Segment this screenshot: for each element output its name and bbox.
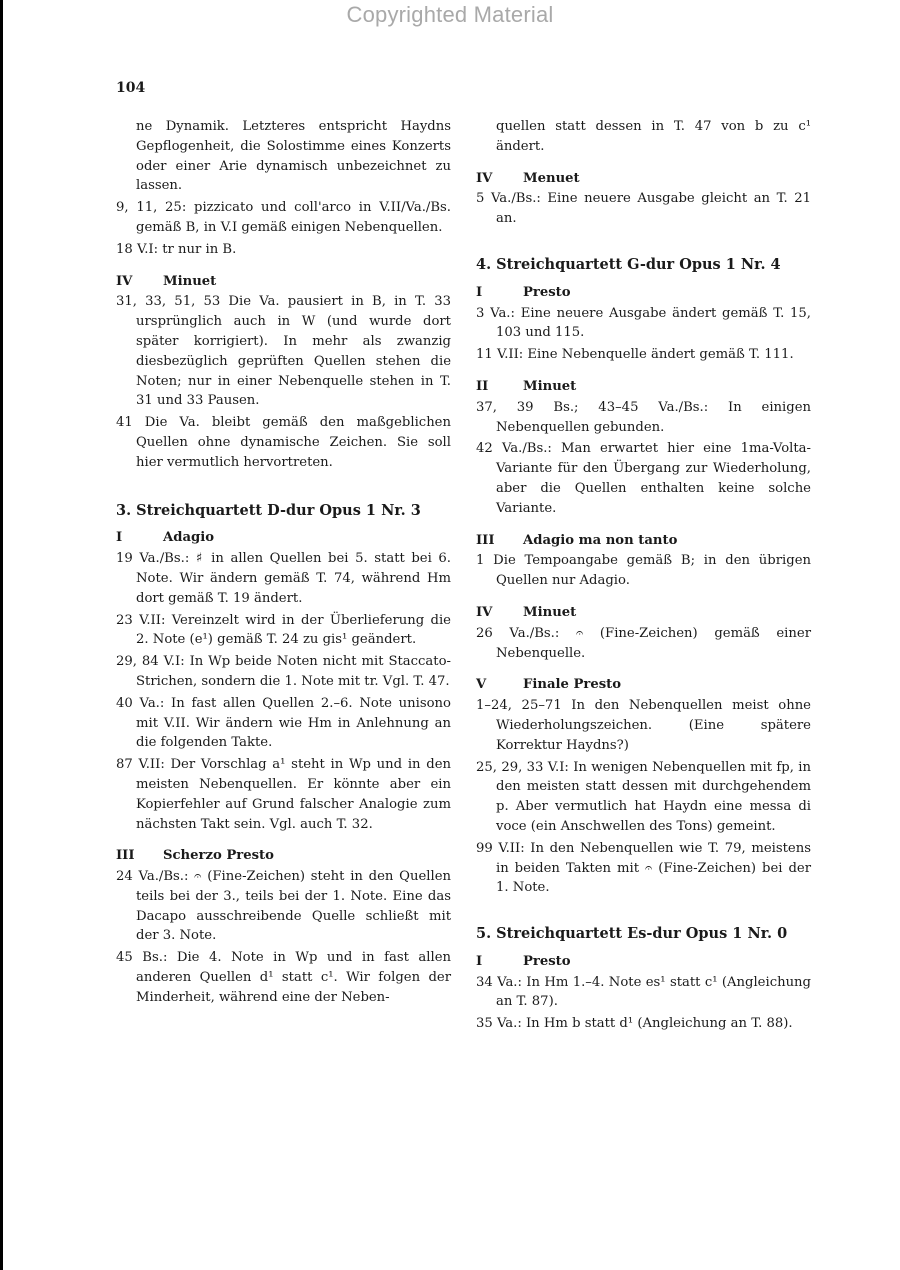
movement-heading — [116, 846, 451, 866]
section-title: 4. Streichquartett G-dur Opus 1 Nr. 4 — [476, 255, 781, 273]
movement-number: I — [476, 284, 483, 300]
note-entry: 26 Va./Bs.: 𝄐 (Fine-Zeichen) gemäß einer Nebenquelle. — [476, 625, 811, 661]
note-entry: 1–24, 25–71 In den Nebenquellen meist ohne Wiederholungszeichen. (Eine spätere Korrektur Haydns?) — [476, 698, 811, 753]
movement-title: Finale Presto — [523, 677, 622, 693]
movement-title: Menuet — [523, 170, 580, 186]
movement-title: Minuet — [163, 273, 217, 289]
movement-heading — [476, 952, 811, 972]
note-entry: 29, 84 V.I: In Wp beide Noten nicht mit Staccato-Strichen, sondern die 1. Note mit tr. Vgl. T. 47. — [116, 654, 451, 689]
movement-heading — [116, 272, 451, 292]
movement-number: V — [476, 677, 487, 693]
movement-number: I — [116, 530, 123, 546]
movement-heading — [476, 169, 811, 189]
movement-heading — [476, 377, 811, 397]
page-edge-rule — [0, 0, 3, 1270]
continuation-text: quellen statt dessen in T. 47 von b zu c¹ ändert. — [496, 119, 811, 154]
note-entry: 45 Bs.: Die 4. Note in Wp und in fast allen anderen Quellen d¹ statt c¹. Wir folgen der Minderheit, während eine der Neben- — [116, 950, 451, 1005]
right-column — [476, 117, 811, 1036]
note-entry: 35 Va.: In Hm b statt d¹ (Angleichung an T. 88). — [476, 1016, 793, 1032]
movement-number: IV — [116, 273, 133, 289]
continuation-text: ne Dynamik. Letzteres entspricht Haydns Gepflogenheit, die Solostimme eines Konzerts oder einer Arie dynamisch unbezeichnet zu lassen. — [136, 119, 451, 194]
movement-heading — [476, 283, 811, 303]
section-title: 5. Streichquartett Es-dur Opus 1 Nr. 0 — [476, 925, 788, 943]
note-entry: 5 Va./Bs.: Eine neuere Ausgabe gleicht an T. 21 an. — [476, 191, 811, 227]
movement-number: II — [476, 378, 489, 394]
left-column — [116, 117, 451, 1010]
note-entry: 37, 39 Bs.; 43–45 Va./Bs.: In einigen Nebenquellen gebunden. — [476, 399, 811, 435]
movement-heading — [476, 531, 811, 551]
movement-number: III — [116, 848, 135, 864]
movement-number: IV — [476, 170, 493, 186]
note-entry: 19 Va./Bs.: ♯ in allen Quellen bei 5. statt bei 6. Note. Wir ändern gemäß T. 74, während Hm dort gemäß T. 19 ändert. — [116, 551, 451, 606]
movement-title: Presto — [523, 953, 571, 969]
note-entry: 25, 29, 33 V.I: In wenigen Nebenquellen mit fp, in den meisten statt dessen mit durchgehendem p. Aber vermutlich hat Haydn eine messa di voce (ein Anschwellen des Tons) gemeint. — [476, 759, 811, 834]
section-title: 3. Streichquartett D-dur Opus 1 Nr. 3 — [116, 501, 421, 519]
note-entry: 31, 33, 51, 53 Die Va. pausiert in B, in T. 33 ursprünglich auch in W (und wurde dort später korrigiert). In mehr als zwanzig diesbezüglich geprüften Quellen stehen die Noten; nur in einer Nebenquelle stehen in T. 31 und 33 Pausen. — [116, 294, 451, 409]
note-entry: 23 V.II: Vereinzelt wird in der Überlieferung die 2. Note (e¹) gemäß T. 24 zu gis¹ geändert. — [116, 612, 451, 648]
movement-number: IV — [476, 604, 493, 620]
note-entry: 99 V.II: In den Nebenquellen wie T. 79, meistens in beiden Takten mit 𝄐 (Fine-Zeichen) bei der 1. Note. — [476, 840, 811, 896]
movement-title: Adagio ma non tanto — [523, 532, 678, 548]
movement-title: Adagio — [163, 530, 215, 546]
note-entry: 87 V.II: Der Vorschlag a¹ steht in Wp und in den meisten Nebenquellen. Er könnte aber ein Kopierfehler auf Grund falscher Analogie zum nächsten Takt sein. Vgl. auch T. 32. — [116, 757, 451, 832]
movement-heading — [476, 675, 811, 695]
watermark: Copyrighted Material — [346, 2, 554, 27]
movement-title: Scherzo Presto — [163, 848, 274, 864]
note-entry: 11 V.II: Eine Nebenquelle ändert gemäß T. 111. — [476, 347, 794, 363]
movement-title: Minuet — [523, 378, 577, 394]
note-entry: 34 Va.: In Hm 1.–4. Note es¹ statt c¹ (Angleichung an T. 87). — [476, 974, 811, 1010]
note-entry: 24 Va./Bs.: 𝄐 (Fine-Zeichen) steht in den Quellen teils bei der 3., teils bei der 1. Note. Eine das Dacapo ausschreibende Quelle schließt mit der 3. Note. — [116, 869, 451, 944]
movement-number: III — [476, 532, 495, 548]
note-entry: 18 V.I: tr nur in B. — [116, 241, 237, 257]
movement-heading — [116, 528, 451, 548]
movement-title: Minuet — [523, 604, 577, 620]
note-entry: 40 Va.: In fast allen Quellen 2.–6. Note unisono mit V.II. Wir ändern wie Hm in Anlehnung an die folgenden Takte. — [116, 695, 451, 751]
movement-heading — [476, 603, 811, 623]
page-number: 104 — [116, 80, 146, 96]
note-entry: 9, 11, 25: pizzicato und coll'arco in V.II/Va./Bs. gemäß B, in V.I gemäß einigen Nebenquellen. — [116, 200, 451, 235]
movement-number: I — [476, 953, 483, 969]
note-entry: 41 Die Va. bleibt gemäß den maßgeblichen Quellen ohne dynamische Zeichen. Sie soll hier vermutlich hervortreten. — [116, 415, 451, 470]
note-entry: 1 Die Tempoangabe gemäß B; in den übrigen Quellen nur Adagio. — [476, 553, 811, 589]
note-entry: 42 Va./Bs.: Man erwartet hier eine 1ma-Volta-Variante für den Übergang zur Wiederholung, aber die Quellen enthalten keine solche Variante. — [476, 441, 811, 516]
movement-title: Presto — [523, 284, 571, 300]
note-entry: 3 Va.: Eine neuere Ausgabe ändert gemäß T. 15, 103 und 115. — [476, 305, 811, 341]
